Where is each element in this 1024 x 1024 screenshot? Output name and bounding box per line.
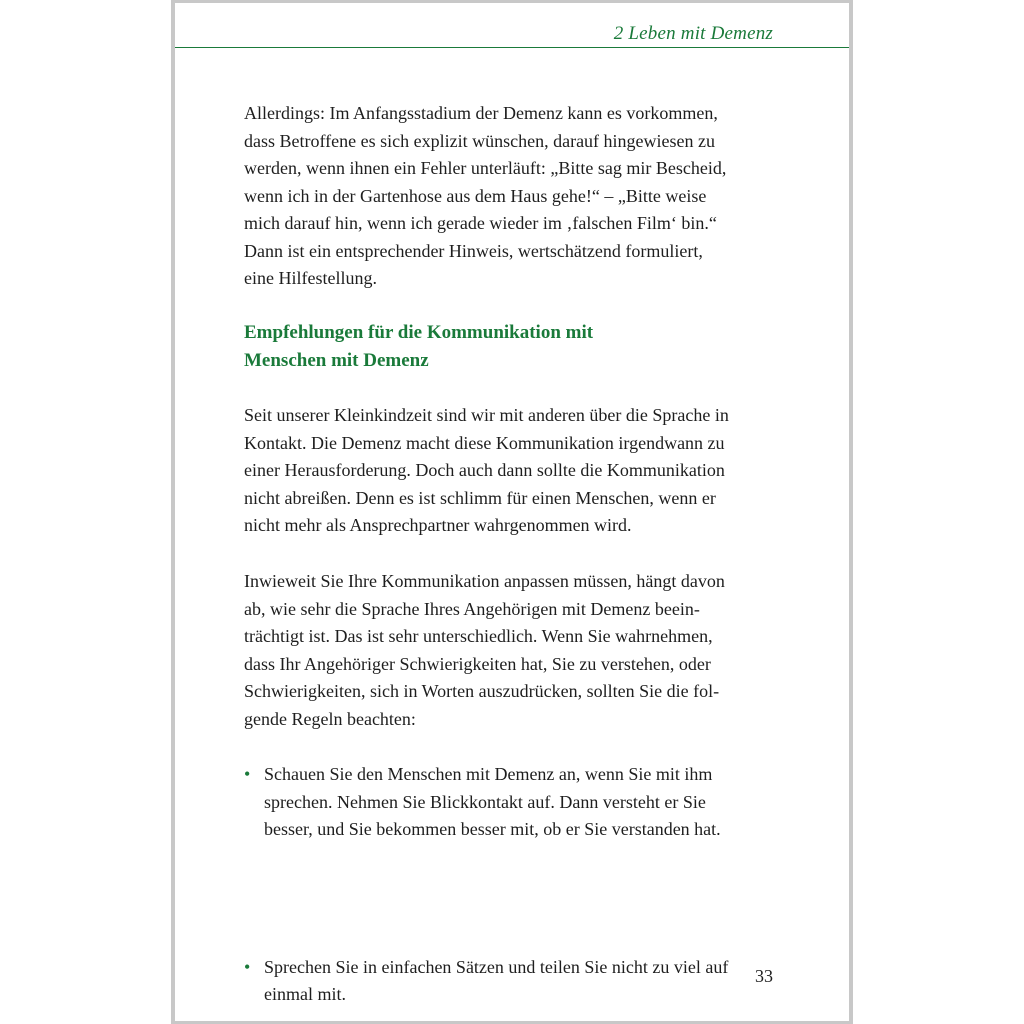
book-page [171,0,853,1024]
text-line: Dann ist ein entsprechender Hinweis, wertschätzend formuliert, [244,240,703,261]
text-line: sprechen. Nehmen Sie Blickkontakt auf. Dann versteht er Sie [264,791,706,812]
text-line: werden, wenn ihnen ein Fehler unterläuft: „Bitte sag mir Bescheid, [244,158,727,178]
text-line: wenn ich in der Gartenhose aus dem Haus gehe!“ – „Bitte weise [244,185,707,206]
text-line: Inwieweit Sie Ihre Kommunikation anpassen müssen, hängt davon [244,571,725,591]
text-line: dass Betroffene es sich explizit wünschen, darauf hingewiesen zu [244,130,716,151]
text-line: nicht abreißen. Denn es ist schlimm für einen Menschen, wenn er [244,487,716,508]
text-line: Schwierigkeiten, sich in Worten auszudrücken, sollten Sie die fol- [244,681,720,701]
paragraph-1 [244,100,784,293]
text-line: ab, wie sehr die Sprache Ihres Angehörigen mit Demenz beein- [244,598,700,619]
bullet-icon: • [244,956,251,977]
header-rule [175,47,849,48]
text-line: Allerdings: Im Anfangsstadium der Demenz kann es vorkommen, [244,103,718,123]
text-line: einmal mit. [264,984,346,1004]
heading-line: Empfehlungen für die Kommunikation mit [244,322,594,343]
paragraph-3 [244,568,784,733]
paragraph-2 [244,402,784,540]
section-heading [244,319,784,375]
running-head: 2 Leben mit Demenz [613,23,773,44]
text-line: Kontakt. Die Demenz macht diese Kommunikation irgendwann zu [244,432,725,453]
bullet-item-1 [244,761,804,844]
text-line: mich darauf hin, wenn ich gerade wieder im ‚falschen Film‘ bin.“ [244,213,717,233]
bullet-icon: • [244,764,251,784]
text-line: dass Ihr Angehöriger Schwierigkeiten hat, Sie zu verstehen, oder [244,653,711,674]
text-line: einer Herausforderung. Doch auch dann sollte die Kommunikation [244,460,725,480]
text-line: trächtigt ist. Das ist sehr unterschiedlich. Wenn Sie wahrnehmen, [244,626,713,646]
text-line: nicht mehr als Ansprechpartner wahrgenommen wird. [244,515,632,535]
bullet-item-2 [244,954,804,1009]
text-line: Sprechen Sie in einfachen Sätzen und teilen Sie nicht zu viel auf [264,956,729,977]
text-line: gende Regeln beachten: [244,708,416,729]
page-number: 33 [755,966,773,986]
text-line: Schauen Sie den Menschen mit Demenz an, wenn Sie mit ihm [264,764,713,784]
text-line: Seit unserer Kleinkindzeit sind wir mit anderen über die Sprache in [244,405,729,425]
text-line: eine Hilfestellung. [244,268,377,288]
text-line: besser, und Sie bekommen besser mit, ob er Sie verstanden hat. [264,819,721,839]
heading-line: Menschen mit Demenz [244,350,429,371]
